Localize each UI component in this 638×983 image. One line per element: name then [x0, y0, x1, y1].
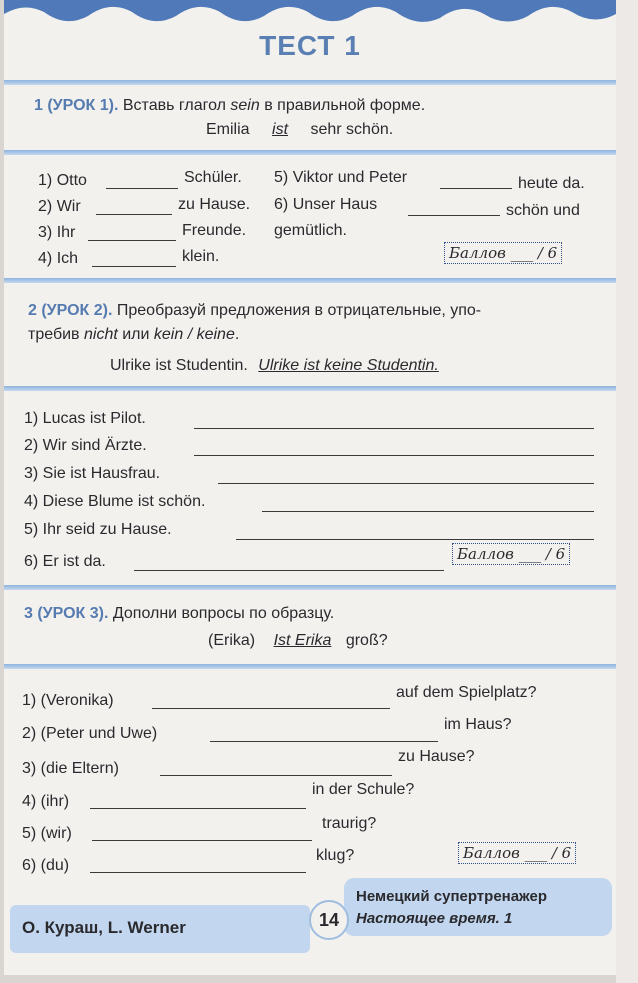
task2-instruction-line1: 2 (УРОК 2). Преобразуй предложения в отрицательные, упо- — [28, 302, 482, 319]
task1-item-2-after: zu Hause. — [178, 196, 251, 213]
task2-item: 3) Sie ist Hausfrau. — [24, 465, 161, 482]
divider — [4, 80, 616, 85]
workbook-page — [4, 0, 616, 975]
decorative-wave — [4, 0, 616, 30]
task1-item-4: 4) Ich — [38, 250, 79, 267]
task2-item: 2) Wir sind Ärzte. — [24, 437, 147, 454]
answer-line[interactable] — [440, 188, 512, 189]
page-number: 14 — [309, 900, 349, 940]
task3-item: 5) (wir) — [22, 825, 72, 842]
divider — [4, 585, 616, 590]
answer-line[interactable] — [90, 808, 306, 809]
task3-item-after: auf dem Spielplatz? — [396, 684, 537, 701]
answer-line[interactable] — [218, 483, 594, 484]
task1-item-2: 2) Wir — [38, 198, 81, 215]
task1-item-3: 3) Ihr — [38, 224, 76, 241]
footer-series-line2: Настоящее время. 1 — [356, 910, 513, 927]
task1-item-6: 6) Unser Haus — [274, 196, 378, 213]
task1-item-5: 5) Viktor und Peter — [274, 169, 408, 186]
task3-item: 4) (ihr) — [22, 793, 70, 810]
task1-item-4-after: klein. — [182, 248, 220, 265]
footer-series-line1: Немецкий супертренажер — [356, 888, 548, 905]
answer-line[interactable] — [152, 708, 390, 709]
task1-item-3-after: Freunde. — [182, 222, 247, 239]
task2-instruction-line2: требив nicht или kein / keine. — [28, 326, 240, 343]
score-box-task3[interactable]: Баллов ___ / 6 — [458, 842, 576, 864]
divider — [4, 278, 616, 283]
divider — [4, 664, 616, 669]
task3-item-after: klug? — [316, 847, 355, 864]
task1-continuation: gemütlich. — [274, 222, 347, 239]
answer-line[interactable] — [236, 539, 594, 540]
task3-item: 6) (du) — [22, 857, 70, 874]
answer-line[interactable] — [160, 775, 392, 776]
page-title: ТЕСТ 1 — [259, 30, 361, 61]
task1-item-5-after: heute da. — [518, 175, 585, 192]
answer-line[interactable] — [90, 872, 306, 873]
task3-item: 1) (Veronika) — [22, 692, 114, 709]
answer-line[interactable] — [92, 266, 176, 267]
task2-item: 1) Lucas ist Pilot. — [24, 410, 146, 427]
answer-line[interactable] — [88, 240, 176, 241]
task2-example: Ulrike ist Studentin. Ulrike ist keine Studentin. — [110, 357, 439, 374]
answer-line[interactable] — [408, 215, 500, 216]
score-box-task2[interactable]: Баллов ___ / 6 — [452, 543, 570, 565]
task2-item: 5) Ihr seid zu Hause. — [24, 521, 172, 538]
answer-line[interactable] — [92, 840, 312, 841]
footer-series-panel — [344, 878, 612, 936]
task2-item: 6) Er ist da. — [24, 553, 106, 570]
task1-item-1-after: Schüler. — [184, 169, 242, 186]
answer-line[interactable] — [210, 741, 438, 742]
score-box-task1[interactable]: Баллов ___ / 6 — [444, 242, 562, 264]
task3-item-after: in der Schule? — [312, 781, 415, 798]
task1-item-1: 1) Otto — [38, 172, 87, 189]
task1-instruction: 1 (УРОК 1). Вставь глагол sein в правильной форме. — [34, 97, 426, 114]
answer-line[interactable] — [96, 214, 172, 215]
task2-item: 4) Diese Blume ist schön. — [24, 493, 206, 510]
divider — [4, 386, 616, 391]
task3-item: 3) (die Eltern) — [22, 760, 119, 777]
task1-item-6-after: schön und — [506, 202, 580, 219]
answer-line[interactable] — [106, 188, 178, 189]
task3-item-after: im Haus? — [444, 716, 512, 733]
task3-item: 2) (Peter und Uwe) — [22, 725, 158, 742]
divider — [4, 150, 616, 155]
answer-line[interactable] — [194, 428, 594, 429]
answer-line[interactable] — [262, 511, 594, 512]
page-gutter — [616, 0, 638, 983]
task1-example: Emilia ist sehr schön. — [206, 121, 394, 138]
task3-item-after: zu Hause? — [398, 748, 475, 765]
task3-item-after: traurig? — [322, 815, 377, 832]
answer-line[interactable] — [134, 570, 444, 571]
footer-authors: О. Кураш, L. Werner — [22, 918, 186, 937]
answer-line[interactable] — [194, 455, 594, 456]
task3-instruction: 3 (УРОК 3). Дополни вопросы по образцу. — [24, 605, 335, 622]
task3-example: (Erika) Ist Erika groß? — [208, 632, 388, 649]
